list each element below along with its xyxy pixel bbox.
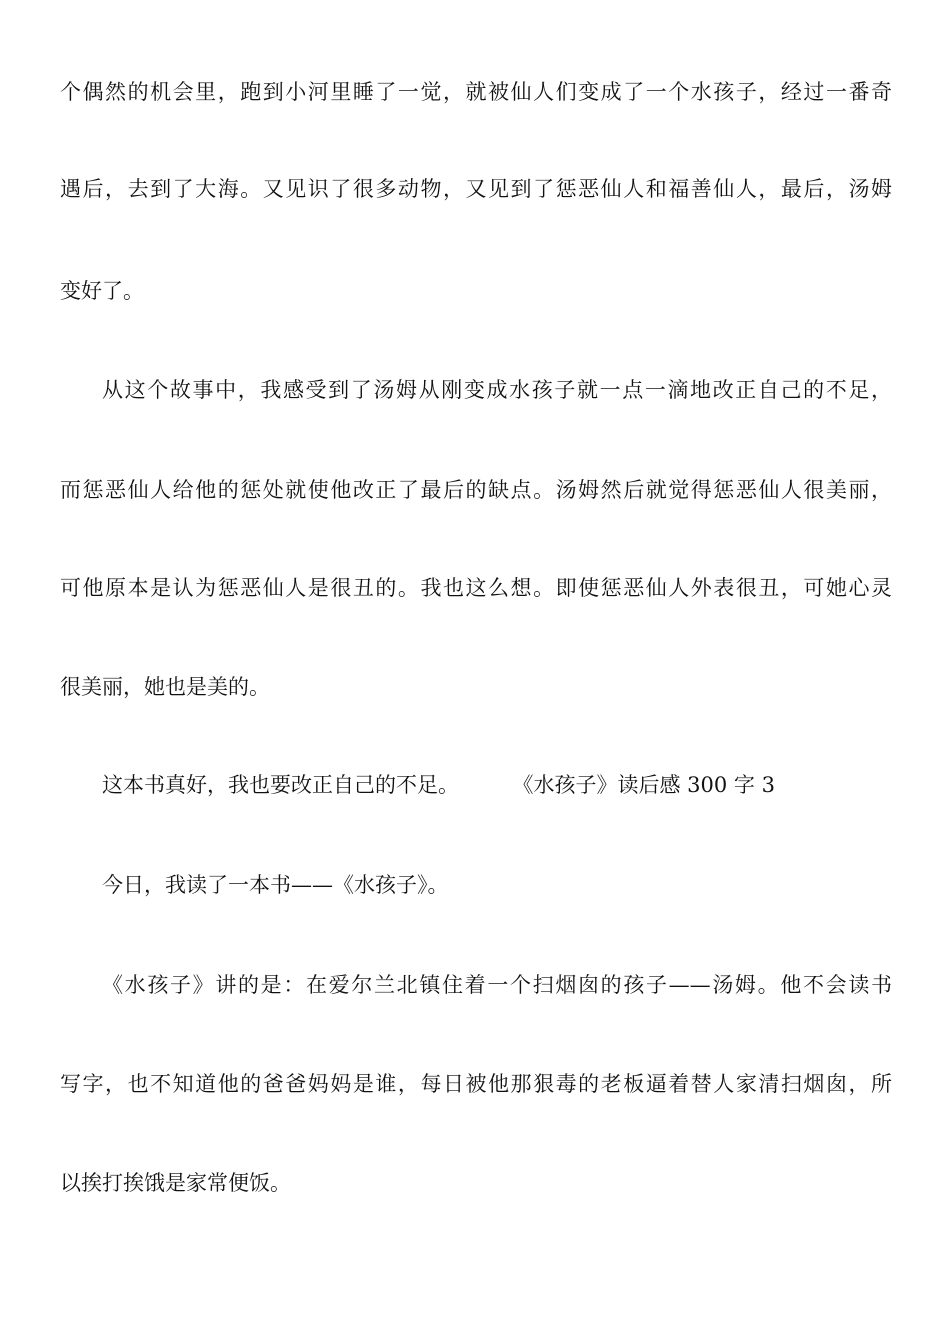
text-line-7: 很美丽，她也是美的。 — [60, 675, 270, 699]
text-line-6: 可他原本是认为惩恶仙人是很丑的。我也这么想。即使惩恶仙人外表很丑，可她心灵 — [60, 576, 892, 600]
text-line-1: 个偶然的机会里，跑到小河里睡了一觉，就被仙人们变成了一个水孩子，经过一番奇 — [60, 80, 892, 104]
text-line-9: 今日，我读了一本书——《水孩子》。 — [102, 873, 449, 897]
text-line-10: 《水孩子》讲的是：在爱尔兰北镇住着一个扫烟囱的孩子——汤姆。他不会读书 — [102, 973, 892, 997]
text-line-3: 变好了。 — [60, 279, 144, 303]
text-line-11: 写字，也不知道他的爸爸妈妈是谁，每日被他那狠毒的老板逼着替人家清扫烟囱，所 — [60, 1072, 892, 1096]
text-line-5: 而惩恶仙人给他的惩处就使他改正了最后的缺点。汤姆然后就觉得惩恶仙人很美丽， — [60, 478, 892, 502]
closing-sentence: 这本书真好，我也要改正自己的不足。 — [102, 773, 459, 797]
section-heading: 《水孩子》读后感 300 字 3 — [523, 773, 775, 797]
text-line-12: 以挨打挨饿是家常便饭。 — [60, 1171, 291, 1195]
text-line-8 — [102, 773, 892, 797]
text-line-4: 从这个故事中，我感受到了汤姆从刚变成水孩子就一点一滴地改正自己的不足， — [102, 378, 892, 402]
text-line-2: 遇后，去到了大海。又见识了很多动物，又见到了惩恶仙人和福善仙人，最后，汤姆 — [60, 177, 892, 201]
